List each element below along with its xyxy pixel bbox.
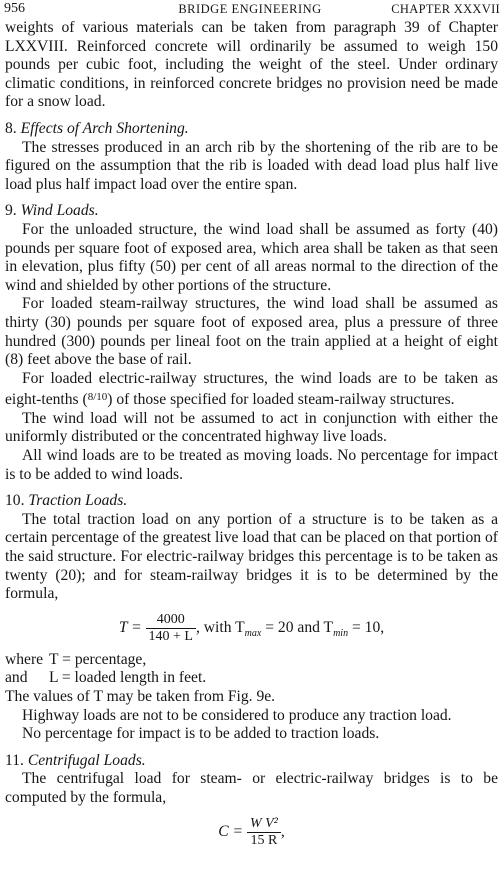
section-9-heading [5,202,498,221]
section-11-heading [5,752,498,771]
section-11-paragraph-1: The centrifugal load for steam- or electric-railway bridges is to be computed by the formula, [5,770,498,806]
where-lead-1: where [5,650,44,668]
section-8-heading [5,120,498,139]
where-text-1: T = percentage, [49,650,147,668]
section-10-paragraph-3: Highway loads are not to be considered to produce any traction load. [22,706,452,724]
traction-formula-denominator: 140 + L [148,628,193,644]
traction-formula-numerator: 4000 [146,612,196,629]
centrifugal-formula [5,816,498,849]
section-10-paragraph-2: The values of T may be taken from Fig. 9e. [5,688,276,705]
section-9-paragraph-5: All wind loads are to be treated as moving loads. No percentage for impact is to be added to wind loads. [5,447,498,483]
page-body [5,19,498,855]
centrifugal-formula-denominator: 15 R [250,832,278,848]
section-10-heading [5,492,498,511]
intro-paragraph: weights of various materials can be taken from paragraph 39 of Chapter LXXVIII. Reinforced concrete will ordinarily be assumed to weigh 150 pounds per cubic foot, including the weight of the steel. Under ordinary climatic conditions, in reinforced concrete bridges no provision need be made for a snow load. [5,19,498,111]
page-number: 956 [4,1,25,16]
section-9-number: 9. [5,202,17,220]
section-9-paragraph-2: For loaded steam-railway structures, the wind load shall be assumed as thirty (30) pounds per square foot of exposed area, plus a pressure of three hundred (300) pounds per lineal foot on the train applied at a height of eight (8) feet above the base of rail. [5,295,498,369]
section-8-paragraph: The stresses produced in an arch rib by the shortening of the rib are to be figured on the assumption that the rib is loaded with dead load plus half live load plus half impact load over the entire span. [5,138,498,193]
section-9-paragraph-1: For the unloaded structure, the wind load shall be assumed as forty (40) pounds per square foot of exposed area, which area shall be taken as that seen in elevation, plus fifty (50) per cent of all areas normal to the direction of the wind and shielded by other portions of the structure. [5,220,498,294]
centrifugal-formula-fraction [247,816,281,849]
section-10-paragraph-4: No percentage for impact is to be added to traction loads. [22,725,380,743]
section-9-paragraph-3 [5,370,498,410]
section-8-number: 8. [5,119,17,137]
chapter-label: CHAPTER XXXVII [391,2,500,16]
where-line-2 [5,669,498,688]
section-11-title: Centrifugal Loads. [27,751,146,769]
centrifugal-formula-end: , [280,822,285,840]
where-text-2: L = loaded length in feet. [49,669,207,687]
traction-formula-end: = 10, [348,618,385,636]
running-header [0,0,500,18]
centrifugal-formula-numerator: W V² [247,816,281,833]
eight-tenths-fraction: 8/10 [87,391,108,404]
where-lead-2: and [5,669,28,687]
t-min-subscript: min [333,628,349,639]
section-9-p3-start: For loaded electric-railway structures, the wind loads are to be taken as eight-tenths ( [5,369,498,409]
section-9-paragraph-4: The wind load will not be assumed to act in conjunction with either the uniformly distributed or the concentrated highway live loads. [5,409,498,446]
traction-formula-fraction [146,612,196,645]
section-9-title: Wind Loads. [20,202,99,220]
traction-formula-tail: , with T [195,618,245,636]
centrifugal-formula-lhs: C = [218,822,244,840]
traction-formula [5,612,498,645]
section-10-number: 10. [5,492,25,510]
section-9-p3-end: ) of those specified for loaded steam-railway structures. [107,391,455,409]
traction-formula-lhs: T = [118,618,142,636]
traction-formula-mid: = 20 and T [261,618,334,636]
running-title: BRIDGE ENGINEERING [178,2,322,16]
section-11-number: 11. [5,751,24,769]
t-max-subscript: max [244,628,262,639]
section-8-title: Effects of Arch Shortening. [20,119,189,137]
section-10-title: Traction Loads. [28,492,128,510]
where-line-1 [5,651,498,670]
section-10-paragraph-1: The total traction load on any portion of a structure is to be taken as a certain percentage of the greatest live load that can be placed on that portion of the said structure. For electric-railway bridges this percentage is to be taken as twenty (20); and for steam-railway bridges it is to be determined by the formula, [5,510,498,603]
